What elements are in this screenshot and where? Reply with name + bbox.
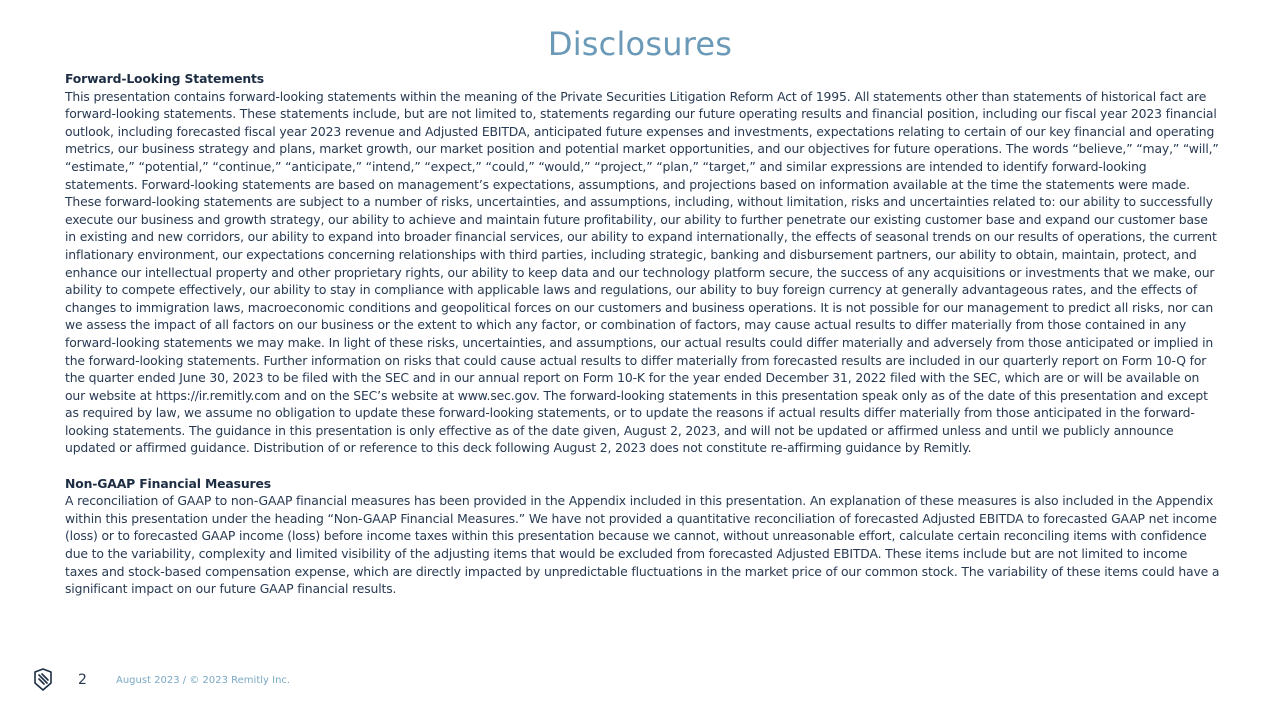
page-title: Disclosures: [547, 25, 733, 63]
remitly-logo-icon: [33, 668, 53, 692]
non-gaap-heading: Non-GAAP Financial Measures: [65, 475, 271, 491]
disclosure-content: [65, 70, 1220, 598]
section-spacer: [65, 457, 1220, 475]
forward-looking-heading: Forward-Looking Statements: [65, 71, 264, 86]
footer: [33, 668, 433, 694]
page-number: 2: [78, 672, 87, 688]
footer-copyright: August 2023 / © 2023 Remitly Inc.: [116, 675, 291, 686]
forward-looking-body: This presentation contains forward-looking statements within the meaning of the Private Securities Litigation Reform Act of 1995. All statements other than statements of historical fact are forward-looking statements. These statements include, but are not limited to, statements regarding our future operating results and financial position, including our fiscal year 2023 financial outlook, including forecasted fiscal year 2023 revenue and Adjusted EBITDA, anticipated future expenses and investments, expectations relating to certain of our key financial and operating metrics, our business strategy and plans, market growth, our market position and potential market opportunities, and our objectives for future operations. The words “believe,” “may,” “will,” “estimate,” “potential,” “continue,” “anticipate,” “intend,” “expect,” “could,” “would,” “project,” “plan,” “target,” and similar expressions are intended to identify forward-looking statements. Forward-looking statements are based on management’s expectations, assumptions, and projections based on information available at the time the statements were made. These forward-looking statements are subject to a number of risks, uncertainties, and assumptions, including, without limitation, risks and uncertainties related to: our ability to successfully execute our business and growth strategy, our ability to achieve and maintain future profitability, our ability to further penetrate our existing customer base and expand our customer base in existing and new corridors, our ability to expand into broader financial services, our ability to expand internationally, the effects of seasonal trends on our results of operations, the current inflationary environment, our expectations concerning relationships with third parties, including strategic, banking and disbursement partners, our ability to obtain, maintain, protect, and enhance our intellectual property and other proprietary rights, our ability to keep data and our technology platform secure, the success of any acquisitions or investments that we make, our ability to compete effectively, our ability to stay in compliance with applicable laws and regulations, our ability to buy foreign currency at generally advantageous rates, and the effects of changes to immigration laws, macroeconomic conditions and geopolitical forces on our customers and business operations. It is not possible for our management to predict all risks, nor can we assess the impact of all factors on our business or the extent to which any factor, or combination of factors, may cause actual results to differ materially from those contained in any forward-looking statements we may make. In light of these risks, uncertainties, and assumptions, our actual results could differ materially and adversely from those anticipated or implied in the forward-looking statements. Further information on risks that could cause actual results to differ materially from forecasted results are included in our quarterly report on Form 10-Q for the quarter ended June 30, 2023 to be filed with the SEC and in our annual report on Form 10-K for the year ended December 31, 2022 filed with the SEC, which are or will be available on our website at https://ir.remitly.com and on the SEC’s website at www.sec.gov. The forward-looking statements in this presentation speak only as of the date of this presentation and except as required by law, we assume no obligation to update these forward-looking statements, or to update the reasons if actual results differ materially from those anticipated in the forward-looking statements. The guidance in this presentation is only effective as of the date given, August 2, 2023, and will not be updated or affirmed unless and until we publicly announce updated or affirmed guidance. Distribution of or reference to this deck following August 2, 2023 does not constitute re-affirming guidance by Remitly.: [65, 88, 1219, 456]
non-gaap-body: A reconciliation of GAAP to non-GAAP financial measures has been provided in the Appendix included in this presentation. An explanation of these measures is also included in the Appendix within this presentation under the heading “Non-GAAP Financial Measures.” We have not provided a quantitative reconciliation of forecasted Adjusted EBITDA to forecasted GAAP net income (loss) or to forecasted GAAP income (loss) before income taxes within this presentation because we cannot, without unreasonable effort, calculate certain reconciling items with confidence due to the variability, complexity and limited visibility of the adjusting items that would be excluded from forecasted Adjusted EBITDA. These items include but are not limited to income taxes and stock-based compensation expense, which are directly impacted by unpredictable fluctuations in the market price of our common stock. The variability of these items could have a significant impact on our future GAAP financial results.: [65, 493, 1220, 597]
